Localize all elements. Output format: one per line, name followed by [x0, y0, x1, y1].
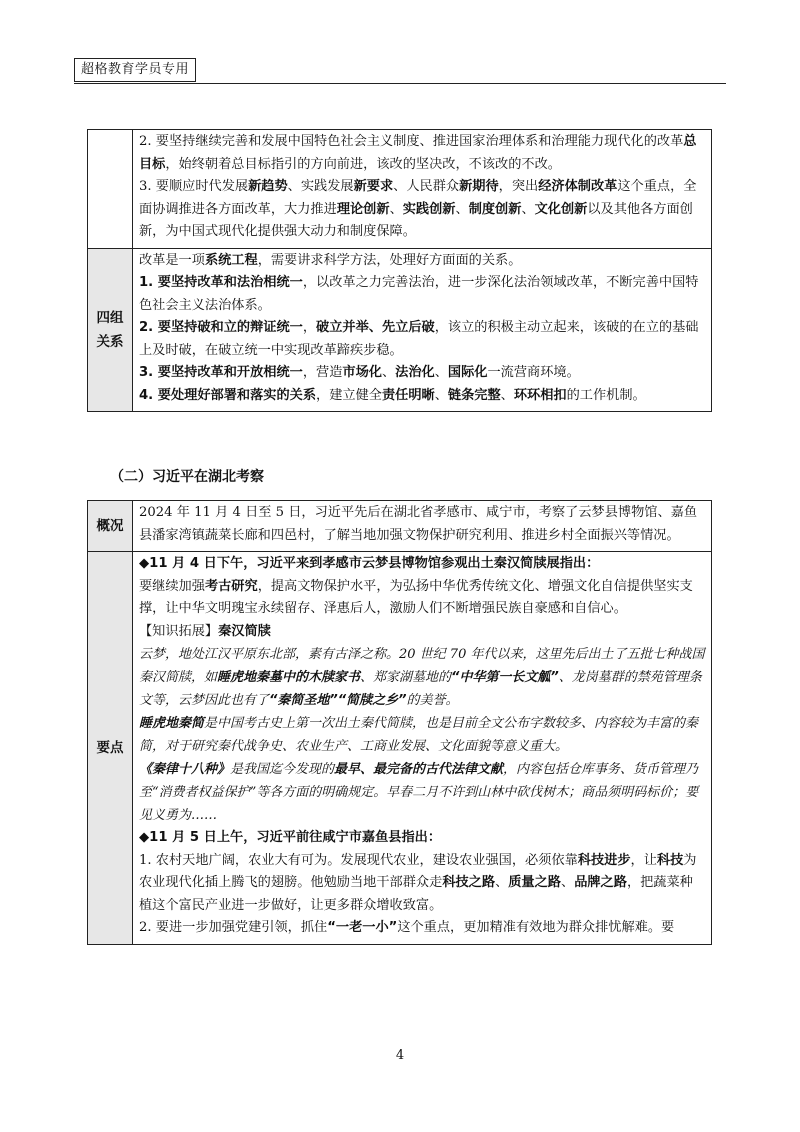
- list-item: 2. 要坚持继续完善和发展中国特色社会主义制度、推进国家治理体系和治理能力现代化的改革总目标，始终朝着总目标指引的方向前进，该改的坚决改，不该改的不改。: [139, 134, 697, 172]
- list-item: 1. 要坚持改革和法治相统一，以改革之力完善法治，进一步深化法治领域改革，不断完善中国特色社会主义法治体系。: [139, 275, 699, 313]
- list-item: 2. 要进一步加强党建引领，抓住“一老一小”这个重点，更加精准有效地为群众排忧解难。要: [139, 920, 675, 935]
- document-tag: 超格教育学员专用: [74, 58, 196, 82]
- table-row: [88, 552, 712, 945]
- list-item: 3. 要坚持改革和开放相统一，营造市场化、法治化、国际化一流营商环境。: [139, 365, 580, 380]
- header-rule: [74, 83, 726, 84]
- intro-text: 改革是一项系统工程，需要讲求科学方法，处理好方面面的关系。: [139, 252, 522, 268]
- continued-cell: [133, 130, 712, 249]
- overview-cell: [133, 501, 712, 552]
- list-item: 1. 农村天地广阔，农业大有可为。发展现代农业，建设农业强国，必须依靠科技进步，让科技为农业现代化插上腾飞的翅膀。他勉励当地干部群众走科技之路、质量之路、品牌之路，把蔬菜种植这个富民产业进一步做好，让更多群众增收致富。: [139, 852, 697, 913]
- extension-paragraph: 《秦律十八种》是我国迄今发现的最早、最完备的古代法律文献，内容包括仓库事务、货币管理乃至“消费者权益保护”等各方面的明确规定。早春二月不许到山林中砍伐树木；商品须明码标价；要见义勇为……: [139, 762, 699, 823]
- row-label-four-relations: 四组 关系: [88, 248, 133, 412]
- list-item: 2. 要坚持破和立的辩证统一，破立并举、先立后破，该立的积极主动立起来，该破的在立的基础上及时破，在破立统一中实现改革蹄疾步稳。: [139, 320, 699, 358]
- nov4-heading: ◆11 月 4 日下午，习近平来到孝感市云梦县博物馆参观出土秦汉简牍展指出：: [139, 556, 600, 571]
- extension-paragraph: 云梦，地处江汉平原东北部，素有古泽之称。20 世纪 70 年代以来，这里先后出土了五批七种战国秦汉简牍，如睡虎地秦墓中的木牍家书、郑家湖墓地的“中华第一长文觚”、龙岗墓群的禁苑管理条文等，云梦因此也有了“秦简圣地”“简牍之乡”的美誉。: [139, 647, 705, 708]
- row-label-overview: 概况: [88, 501, 133, 552]
- nov5-heading: ◆11 月 5 日上午，习近平前往咸宁市嘉鱼县指出：: [139, 830, 442, 845]
- extension-paragraph: 睡虎地秦简是中国考古史上第一次出土秦代简牍，也是目前全文公布字数较多、内容较为丰富的秦简，对于研究秦代战争史、农业生产、工商业发展、文化面貌等意义重大。: [139, 716, 699, 754]
- table-row: [88, 501, 712, 552]
- overview-text: 2024 年 11 月 4 日至 5 日，习近平先后在湖北省孝感市、咸宁市，考察了云梦县博物馆、嘉鱼县潘家湾镇蔬菜长廊和四邑村，了解当地加强文物保护研究利用、推进乡村全面振兴等情况。: [139, 505, 698, 543]
- key-points-cell: [133, 552, 712, 945]
- four-relations-cell: [133, 248, 712, 412]
- list-item: 3. 要顺应时代发展新趋势、实践发展新要求、人民群众新期待，突出经济体制改革这个重点，全面协调推进各方面改革，大力推进理论创新、实践创新、制度创新、文化创新以及其他各方面创新，为中国式现代化提供强大动力和制度保障。: [139, 179, 697, 239]
- row-label-key-points: 要点: [88, 552, 133, 945]
- row-label-empty: [88, 130, 133, 249]
- reform-table: [87, 129, 712, 412]
- section-title: （二）习近平在湖北考察: [110, 469, 264, 485]
- list-item: 4. 要处理好部署和落实的关系，建立健全责任明晰、链条完整、环环相扣的工作机制。: [139, 387, 646, 403]
- table-row: [88, 130, 712, 249]
- nov4-text: 要继续加强考古研究，提高文物保护水平，为弘扬中华优秀传统文化、增强文化自信提供坚实支撑，让中华文明瑰宝永续留存、泽惠后人，激励人们不断增强民族自豪感和自信心。: [139, 578, 693, 616]
- extension-heading: 【知识拓展】秦汉简牍: [139, 623, 271, 639]
- page-number: 4: [395, 1048, 405, 1063]
- table-row: [88, 248, 712, 412]
- hubei-table: [87, 500, 712, 945]
